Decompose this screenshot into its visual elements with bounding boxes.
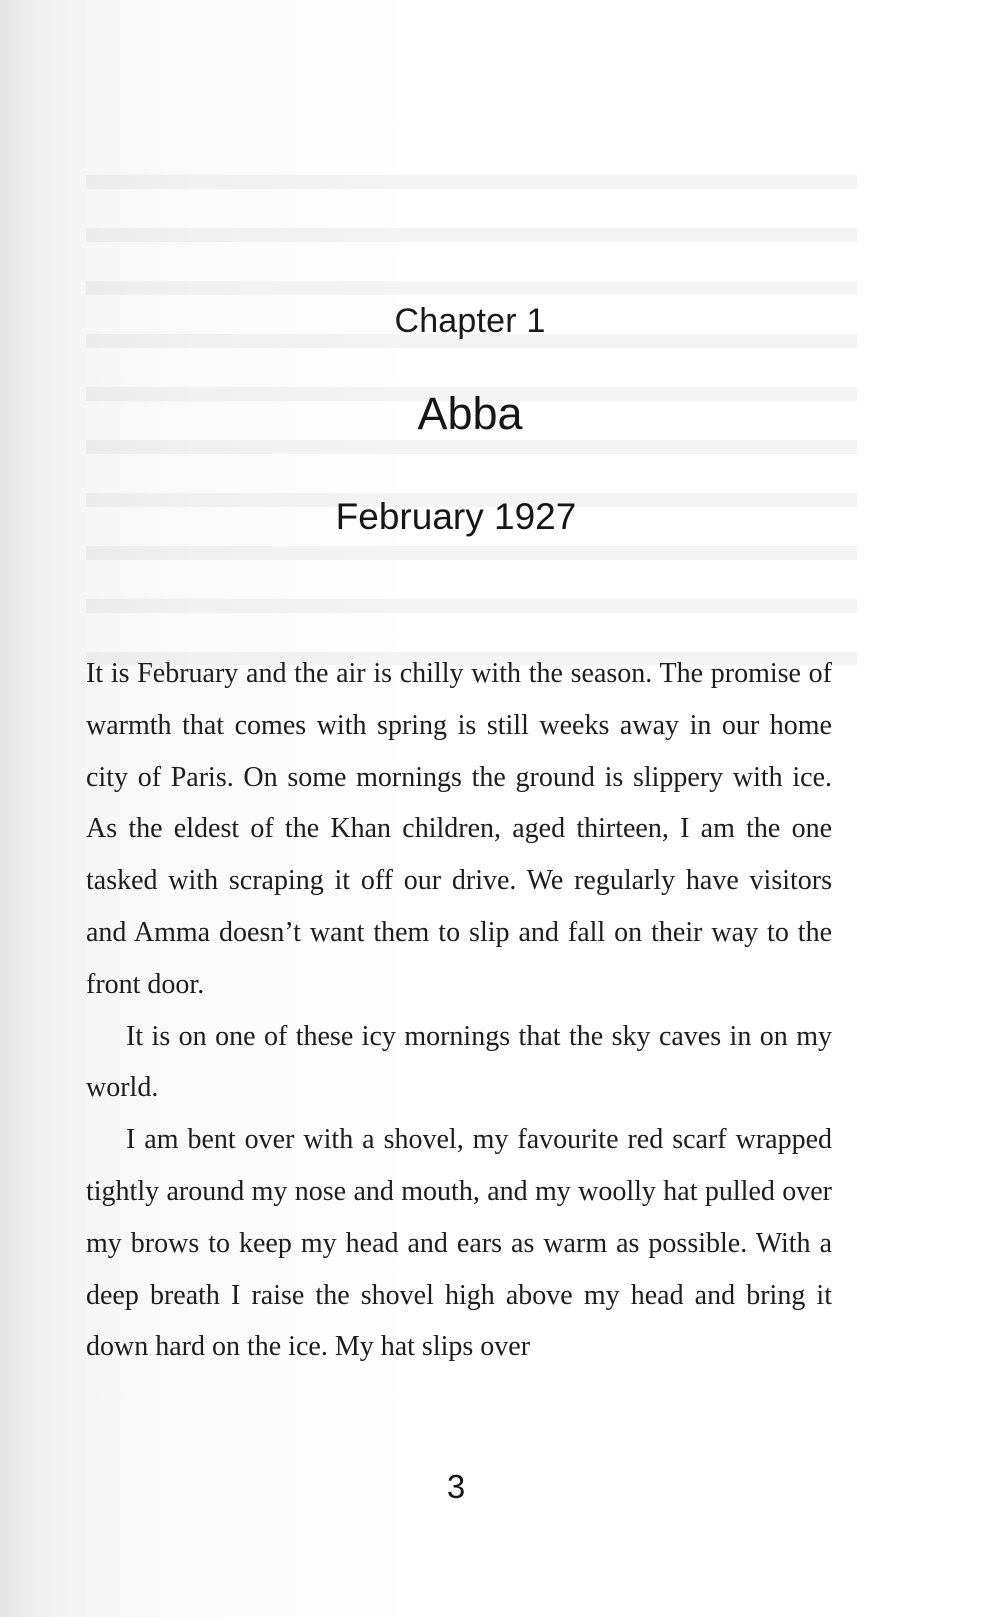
page-number: 3 [446, 1468, 466, 1505]
chapter-title: Abba [417, 388, 523, 439]
paragraph: I am bent over with a shovel, my favourite red scarf wrapped tightly around my nose and mouth, and my woolly hat pulled over my brows to keep my head and ears as warm as possible. With a deep breath I raise the shovel high above my head and bring it down hard on the ice. My hat slips over [86, 1124, 832, 1363]
chapter-date: February 1927 [335, 496, 577, 537]
paragraph: It is February and the air is chilly with the season. The promise of warmth that comes with spring is still weeks away in our home city of Paris. On some mornings the ground is slippery with ice. As the eldest of the Khan children, aged thirteen, I am the one tasked with scraping it off our drive. We regularly have visitors and Amma doesn’t want them to slip and fall on their way to the front door. [86, 658, 832, 1000]
paragraph: It is on one of these icy mornings that the sky caves in on my world. [86, 1020, 832, 1104]
chapter-label: Chapter 1 [394, 302, 546, 340]
body-text [86, 648, 832, 1373]
